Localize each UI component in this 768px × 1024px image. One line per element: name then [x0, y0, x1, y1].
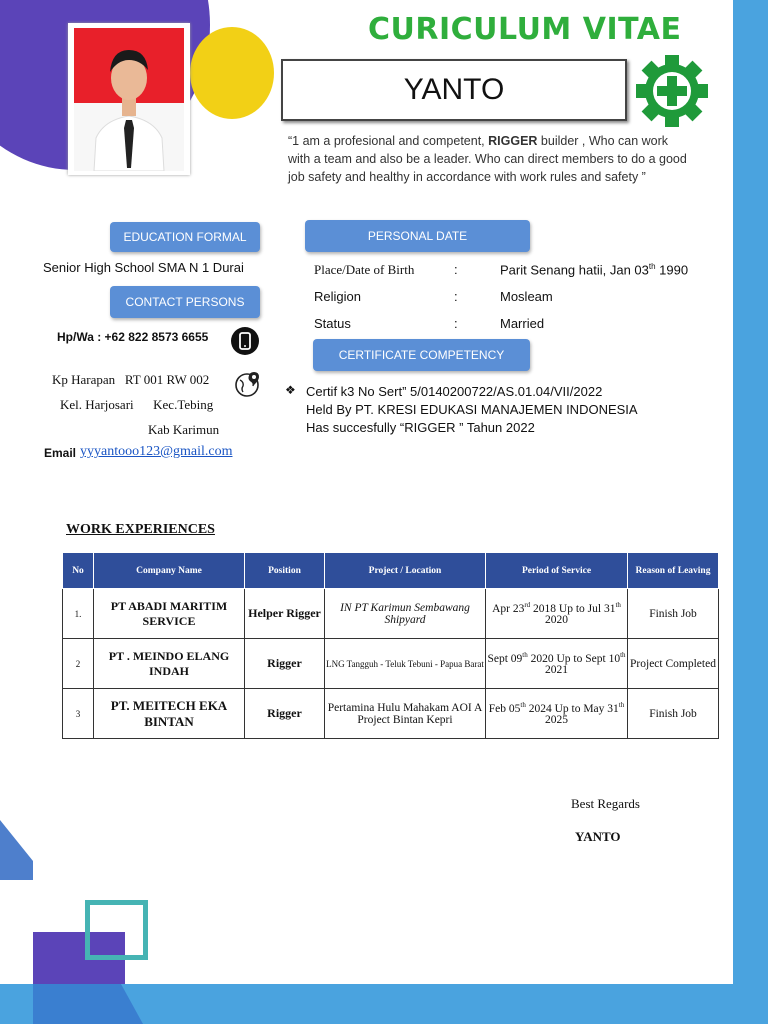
decorative-yellow-circle	[190, 27, 274, 119]
table-header-row	[63, 553, 719, 589]
period-cell: Feb 05th 2024 Up to May 31th 2025	[486, 689, 628, 739]
header-period: Period of Service	[486, 553, 628, 589]
contact-address-line3: Kab Karimun	[148, 422, 220, 437]
header-reason: Reason of Leaving	[628, 553, 719, 589]
decorative-right-band	[733, 0, 768, 1024]
period-cell: Apr 23rd 2018 Up to Jul 31th 2020	[486, 589, 628, 639]
work-experience-title: WORK EXPERIENCES	[66, 522, 215, 537]
quote-highlight: RIGGER	[488, 134, 538, 148]
signature-name: YANTO	[575, 829, 621, 844]
certificate-section-header: CERTIFICATE COMPETENCY	[313, 339, 530, 371]
candidate-name-box	[281, 59, 627, 121]
contact-address-line2: Kel. Harjosari Kec.Tebing	[60, 397, 214, 412]
header-company: Company Name	[94, 553, 245, 589]
email-link[interactable]: yyyantooo123@gmail.com	[80, 444, 233, 459]
contact-section-header: CONTACT PERSONS	[110, 286, 260, 318]
candidate-name: YANTO	[403, 73, 505, 106]
religion-value: Mosleam	[500, 289, 553, 304]
contact-address-line1: Kp Harapan RT 001 RW 002	[52, 372, 210, 387]
table-row: 1. PT ABADI MARITIM SERVICE Helper Rigger IN PT Karimun Sembawang Shipyard Apr 23rd 2018 Up to Jul 31th 2020 Finish Job	[63, 589, 719, 639]
certificate-bullet-icon: ❖	[285, 383, 296, 397]
table-row: 2 PT . MEINDO ELANG INDAH Rigger LNG Tangguh - Teluk Tebuni - Papua Barat Sept 09th 2020 Up to Sept 10th 2021 Project Completed	[63, 639, 719, 689]
location-globe-icon	[234, 370, 262, 398]
email-label: Email	[44, 446, 77, 460]
personal-section-header: PERSONAL DATE	[305, 220, 530, 252]
personal-row-status: Status : Married	[314, 316, 545, 331]
page-title: CURICULUM VITAE	[368, 12, 682, 47]
header-no: No	[63, 553, 94, 589]
phone-icon	[230, 326, 260, 356]
certificate-details: Certif k3 No Sert” 5/0140200722/AS.01.04/VII/2022 Held By PT. KRESI EDUKASI MANAJEMEN INDONESIA Has succesfully “RIGGER ” Tahun 2022	[306, 384, 638, 435]
table-row: 3 PT. MEITECH EKA BINTAN Rigger Pertamina Hulu Mahakam AOI A Project Bintan Kepri Feb 05th 2024 Up to May 31th 2025 Finish Job	[63, 689, 719, 739]
birth-value: Parit Senang hatii, Jan 03th 1990	[500, 262, 689, 278]
person-portrait-icon	[74, 28, 184, 171]
education-section-header: EDUCATION FORMAL	[110, 222, 260, 252]
profile-quote: “1 am a profesional and competent, RIGGER builder , Who can work with a team and also be a leader. Who can direct members to do a good job safety and healthy in accordance with work rules and safety ”	[288, 134, 687, 184]
header-position: Position	[245, 553, 325, 589]
period-cell: Sept 09th 2020 Up to Sept 10th 2021	[486, 639, 628, 689]
profile-photo	[68, 23, 190, 175]
work-experience-table	[62, 552, 719, 739]
decorative-teal-square	[85, 900, 148, 960]
header-project: Project / Location	[325, 553, 486, 589]
contact-phone: Hp/Wa : +62 822 8573 6655	[57, 330, 209, 344]
education-value: Senior High School SMA N 1 Durai	[43, 260, 244, 275]
closing-regards: Best Regards	[571, 796, 640, 811]
personal-row-religion: Religion : Mosleam	[314, 289, 553, 304]
safety-cross-gear-icon	[630, 55, 714, 127]
status-value: Married	[500, 316, 545, 331]
personal-row-birth: Place/Date of Birth : Parit Senang hatii, Jan 03th 1990	[314, 262, 689, 278]
